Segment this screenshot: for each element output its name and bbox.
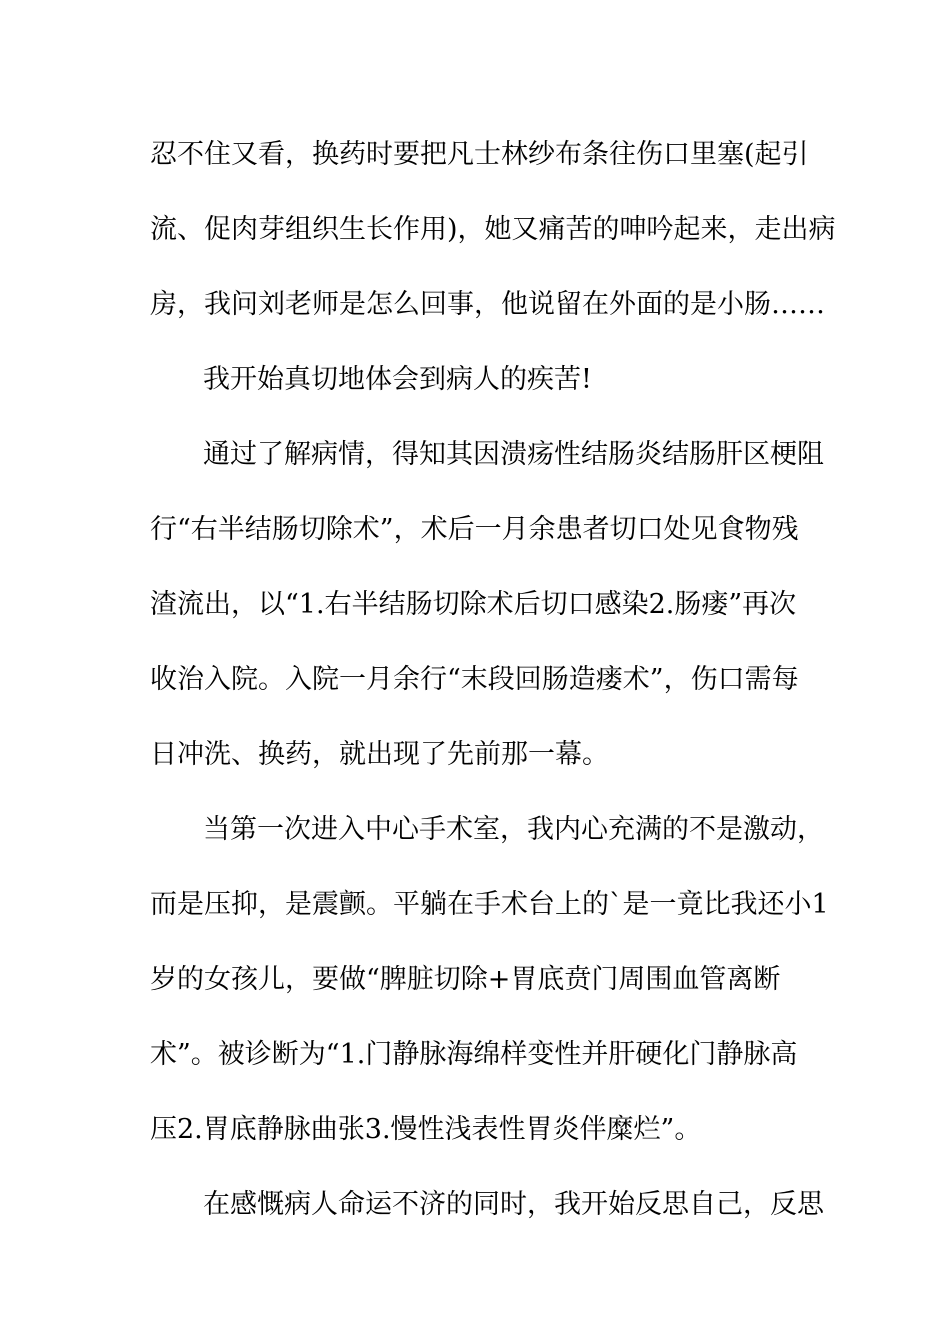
text-line-6: 行“右半结肠切除术”，术后一月余患者切口处见食物残 — [150, 514, 799, 545]
text-line-7: 渣流出，以“1.右半结肠切除术后切口感染2.肠瘘”再次 — [150, 589, 797, 620]
text-line-2: 流、促肉芽组织生长作用)，她又痛苦的呻吟起来，走出病 — [150, 214, 836, 245]
text-line-4: 我开始真切地体会到病人的疾苦! — [203, 364, 592, 395]
text-line-5: 通过了解病情，得知其因溃疡性结肠炎结肠肝区梗阻 — [203, 439, 824, 470]
text-line-10: 当第一次进入中心手术室，我内心充满的不是激动， — [203, 814, 824, 845]
text-line-11: 而是压抑，是震颤。平躺在手术台上的`是一竟比我还小1 — [150, 889, 829, 920]
text-line-14: 压2.胃底静脉曲张3.慢性浅表性胃炎伴糜烂”。 — [150, 1114, 702, 1145]
text-line-8: 收治入院。入院一月余行“末段回肠造瘘术”，伤口需每 — [150, 664, 799, 695]
text-line-3: 房，我问刘老师是怎么回事，他说留在外面的是小肠…… — [150, 289, 825, 320]
text-line-15: 在感慨病人命运不济的同时，我开始反思自己，反思 — [203, 1189, 824, 1220]
text-line-1: 忍不住又看，换药时要把凡士林纱布条往伤口里塞(起引 — [150, 139, 809, 170]
text-line-13: 术”。被诊断为“1.门静脉海绵样变性并肝硬化门静脉高 — [150, 1039, 798, 1070]
text-line-9: 日冲洗、换药，就出现了先前那一幕。 — [150, 739, 609, 770]
text-line-12: 岁的女孩儿，要做“脾脏切除+胃底贲门周围血管离断 — [150, 964, 781, 995]
